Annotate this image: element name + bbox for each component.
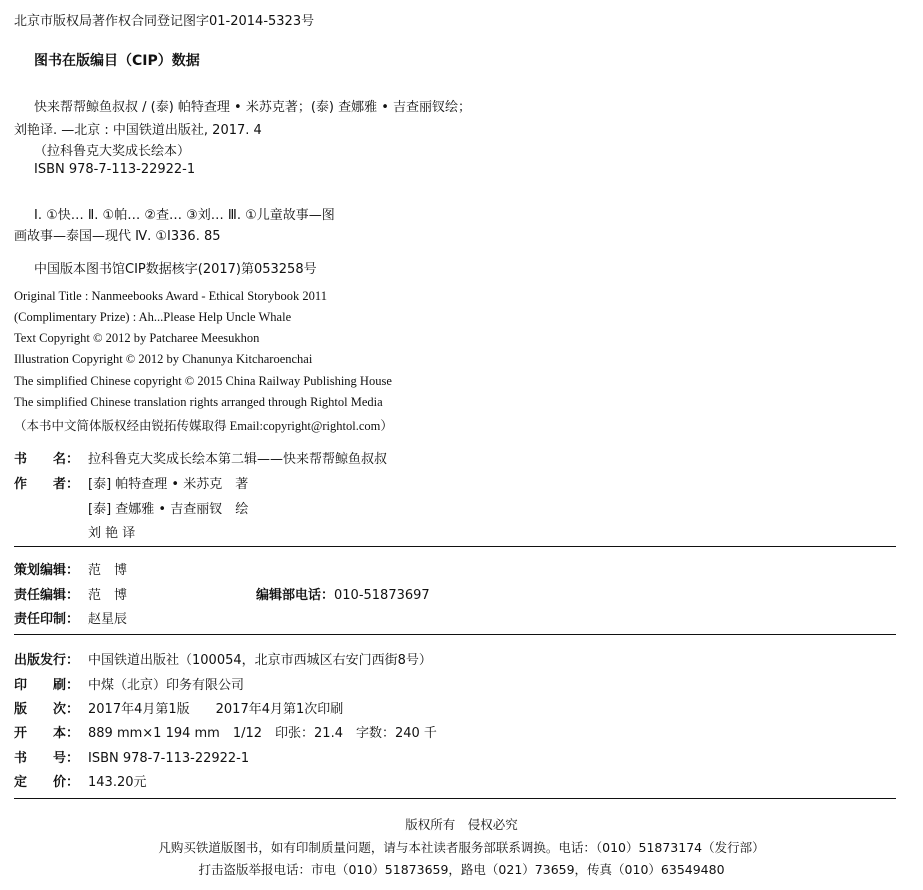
- original-line: Text Copyright © 2012 by Patcharee Meesukhon: [14, 331, 260, 345]
- rights-notice: 版权所有 侵权必究: [405, 817, 518, 832]
- editorial-phone-value: 010-51873697: [334, 588, 430, 603]
- isbn-value: ISBN 978-7-113-22922-1: [88, 751, 250, 766]
- cip-line: 刘艳译. —北京 : 中国铁道出版社, 2017. 4: [14, 123, 262, 138]
- piracy-notice: 打击盗版举报电话：市电（010）51873659，路电（021）73659，传真（010）63549480: [198, 862, 725, 877]
- publisher-label: 出版发行：: [14, 653, 80, 668]
- editorial-phone-label: 编辑部电话：: [256, 588, 335, 603]
- responsible-editor-value: 范 博: [88, 588, 128, 603]
- author-line: 刘 艳 译: [88, 526, 136, 541]
- print-manager-value: 赵星辰: [88, 612, 128, 627]
- planning-editor-row: [14, 559, 127, 578]
- planning-editor-value: 范 博: [88, 563, 128, 578]
- printer-value: 中煤（北京）印务有限公司: [88, 678, 245, 693]
- divider: [14, 546, 896, 547]
- original-line: The simplified Chinese translation rights arranged through Rightol Media: [14, 395, 383, 409]
- author-line: [泰] 查娜雅 • 吉查丽钗 绘: [88, 502, 249, 517]
- price-row: [14, 771, 147, 790]
- price-value: 143.20元: [88, 775, 147, 790]
- cip-line: 画故事—泰国—现代 Ⅳ. ①I336. 85: [14, 229, 221, 244]
- divider: [14, 634, 896, 635]
- cip-line: Ⅰ. ①快… Ⅱ. ①帕… ②查… ③刘… Ⅲ. ①儿童故事—图: [34, 208, 335, 223]
- format-value: 889 mm×1 194 mm 1/12 印张：21.4 字数：240 千: [88, 726, 437, 741]
- editorial-phone-row: [256, 584, 430, 603]
- cip-verification: 中国版本图书馆CIP数据核字(2017)第053258号: [34, 262, 317, 277]
- format-row: [14, 722, 437, 741]
- edition-value: 2017年4月第1版 2017年4月第1次印刷: [88, 702, 344, 717]
- original-line: The simplified Chinese copyright © 2015 China Railway Publishing House: [14, 374, 392, 388]
- publisher-value: 中国铁道出版社（100054，北京市西城区右安门西街8号）: [88, 653, 432, 668]
- printer-label: 印 刷：: [14, 678, 80, 693]
- original-line: Illustration Copyright © 2012 by Chanunya Kitcharoenchai: [14, 352, 313, 366]
- quality-notice: 凡购买铁道版图书，如有印制质量问题，请与本社读者服务部联系调换。电话：（010）51873174（发行部）: [158, 840, 765, 855]
- planning-editor-label: 策划编辑：: [14, 563, 80, 578]
- format-label: 开 本：: [14, 726, 80, 741]
- isbn-label: 书 号：: [14, 751, 80, 766]
- isbn-row: [14, 747, 249, 766]
- cip-line: ISBN 978-7-113-22922-1: [34, 162, 196, 177]
- cip-line: 快来帮帮鲸鱼叔叔 / (泰) 帕特查理 • 米苏克著；(泰) 查娜雅 • 吉查丽钗绘；: [34, 100, 472, 115]
- book-title-value: 拉科鲁克大奖成长绘本第二辑——快来帮帮鲸鱼叔叔: [88, 452, 388, 467]
- author-row: [14, 473, 248, 492]
- author-label: 作 者：: [14, 477, 80, 492]
- divider: [14, 798, 896, 799]
- original-line: （本书中文简体版权经由锐拓传媒取得 Email:copyright@rightol.com）: [14, 419, 393, 433]
- price-label: 定 价：: [14, 775, 80, 790]
- book-title-row: [14, 448, 387, 467]
- print-manager-label: 责任印制：: [14, 612, 80, 627]
- edition-label: 版 次：: [14, 702, 80, 717]
- print-manager-row: [14, 608, 127, 627]
- original-line: (Complimentary Prize) : Ah...Please Help Uncle Whale: [14, 310, 292, 324]
- printer-row: [14, 674, 244, 693]
- cip-heading: 图书在版编目（CIP）数据: [34, 53, 200, 69]
- cip-line: （拉科鲁克大奖成长绘本）: [34, 144, 191, 159]
- responsible-editor-label: 责任编辑：: [14, 588, 80, 603]
- author-line: [泰] 帕特查理 • 米苏克 著: [88, 477, 249, 492]
- original-line: Original Title : Nanmeebooks Award - Ethical Storybook 2011: [14, 289, 327, 303]
- copyright-registration: 北京市版权局著作权合同登记图字01-2014-5323号: [14, 14, 315, 29]
- responsible-editor-row: [14, 584, 127, 603]
- edition-row: [14, 698, 343, 717]
- publisher-row: [14, 649, 432, 668]
- book-title-label: 书 名：: [14, 452, 80, 467]
